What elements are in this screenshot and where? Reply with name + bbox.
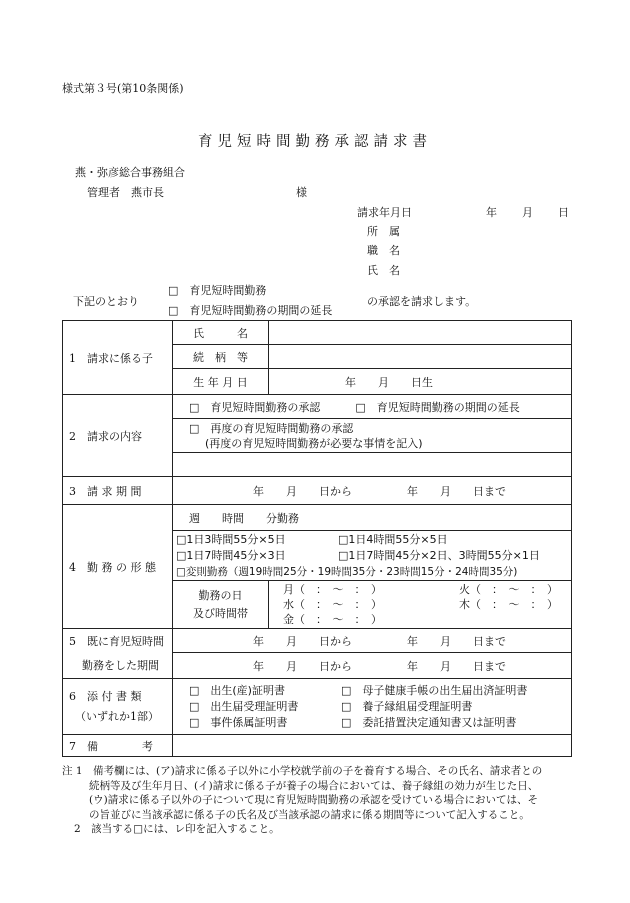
child-relation-field[interactable] [269, 345, 572, 369]
applicant-position: 職 名 [367, 244, 400, 257]
content-option-extension[interactable]: □ 育児短時間勤務の期間の延長 [355, 400, 520, 414]
work-form-label: 4 勤 務 の 形 態 [63, 505, 173, 629]
work-pattern-cell [173, 531, 572, 581]
period-field[interactable]: 年 月 日から 年 月 日まで [173, 477, 572, 505]
manager-name: 管理者 燕市長 [87, 186, 164, 199]
document-title: 育児短時間勤務承認請求書 [198, 134, 432, 150]
pattern-7h45-2d-3h55-1d[interactable]: □1日7時間45分×2日、3時間55分×1日 [338, 548, 540, 562]
work-weekly-field[interactable]: 週 時間 分勤務 [173, 505, 572, 531]
attach-case-pending[interactable]: □ 事件係属証明書 [189, 715, 288, 729]
remarks-field[interactable] [173, 735, 572, 757]
attach-adoption-registration[interactable]: □ 養子縁組届受理証明書 [341, 699, 473, 713]
content-option-reapproval[interactable]: □ 再度の育児短時間勤務の承認 [189, 421, 354, 435]
attach-label: 6 添 付 書 類 [69, 689, 142, 703]
work-days-label: 勤務の日 [198, 588, 243, 602]
intro-option-extension[interactable]: □ 育児短時間勤務の期間の延長 [168, 304, 333, 317]
honorific: 様 [296, 186, 307, 199]
tuesday-time[interactable]: 火（ ： 〜 ： ） [459, 583, 558, 596]
previous-label-line2: 勤務をした期間 [82, 658, 159, 672]
remarks-label: 7 備 考 [63, 735, 173, 757]
content-options-row1 [173, 395, 572, 419]
content-reason-field[interactable] [173, 453, 572, 477]
content-label: 2 請求の内容 [63, 395, 173, 477]
note-1-line4: の旨並びに当該承認に係る子の氏名及び当該承認の請求に係る期間等について記入すること。 [89, 808, 530, 821]
intro-prefix: 下記のとおり [73, 295, 139, 308]
notes [62, 764, 572, 837]
date-month: 月 [522, 206, 533, 219]
applicant-name: 氏 名 [367, 264, 400, 277]
previous-period-2[interactable]: 年 月 日から 年 月 日まで [173, 653, 572, 679]
request-date-label: 請求年月日 [357, 206, 412, 219]
previous-period-1[interactable]: 年 月 日から 年 月 日まで [173, 629, 572, 653]
intro-suffix: の承認を請求します。 [367, 295, 477, 308]
child-birth-field[interactable]: 年 月 日生 [269, 369, 572, 395]
date-day: 日 [558, 206, 569, 219]
work-hours-label: 及び時間帯 [193, 606, 248, 620]
thursday-time[interactable]: 木（ ： 〜 ： ） [459, 598, 558, 611]
attach-birth-registration[interactable]: □ 出生届受理証明書 [189, 699, 299, 713]
child-birth-label: 生 年 月 日 [173, 369, 269, 395]
child-relation-label: 続 柄 等 [173, 345, 269, 369]
content-reapproval-note: (再度の育児短時間勤務が必要な事情を記入) [205, 436, 423, 450]
monday-time[interactable]: 月（ ： 〜 ： ） [283, 583, 382, 596]
pattern-4h55-5d[interactable]: □1日4時間55分×5日 [338, 532, 448, 546]
work-days-label-cell [173, 581, 269, 629]
note-1-line3: (ウ)請求に係る子以外の子について現に育児短時間勤務の承認を受けている場合においては、そ [89, 794, 538, 806]
pattern-3h55-5d[interactable]: □1日3時間55分×5日 [176, 532, 286, 546]
pattern-irregular[interactable]: □変則勤務（週19時間25分・19時間35分・23時間15分・24時間35分) [176, 565, 518, 578]
attach-options-cell [173, 679, 572, 735]
attach-birth-cert[interactable]: □ 出生(産)証明書 [189, 683, 285, 697]
applicant-dept: 所 属 [367, 225, 400, 238]
child-name-label: 氏 名 [173, 321, 269, 345]
friday-time[interactable]: 金（ ： 〜 ： ） [283, 613, 382, 626]
child-label: 1 請求に係る子 [63, 321, 173, 395]
attach-maternal-handbook[interactable]: □ 母子健康手帳の出生届出済証明書 [341, 683, 528, 697]
content-option-approval[interactable]: □ 育児短時間勤務の承認 [189, 400, 321, 414]
note-1-line2: 続柄等及び生年月日、(イ)請求に係る子が養子の場合においては、養子縁組の効力が生じた日、 [89, 779, 539, 792]
previous-label-cell [63, 629, 173, 679]
attach-placement-notice[interactable]: □ 委託措置決定通知書又は証明書 [341, 715, 517, 729]
request-form-table [62, 320, 572, 757]
work-days-cell [269, 581, 572, 629]
period-label: 3 請 求 期 間 [63, 477, 173, 505]
organization-name: 燕・弥彦総合事務組合 [75, 166, 185, 179]
intro-option-short-time[interactable]: □ 育児短時間勤務 [168, 284, 267, 297]
child-name-field[interactable] [269, 321, 572, 345]
date-year: 年 [486, 206, 497, 219]
wednesday-time[interactable]: 水（ ： 〜 ： ） [283, 598, 382, 611]
content-reapproval-cell [173, 419, 572, 453]
pattern-7h45-3d[interactable]: □1日7時間45分×3日 [176, 548, 286, 562]
note-2: 2 該当する□には、レ印を記入すること。 [74, 823, 280, 835]
previous-label-line1: 5 既に育児短時間 [69, 634, 164, 648]
form-number: 様式第３号(第10条関係) [62, 82, 184, 95]
attach-sublabel: （いずれか1部） [75, 709, 159, 723]
attach-label-cell [63, 679, 173, 735]
note-1-line1: 注 1 備考欄には、(ア)請求に係る子以外に小学校就学前の子を養育する場合、その氏名、請求者との [62, 765, 543, 777]
